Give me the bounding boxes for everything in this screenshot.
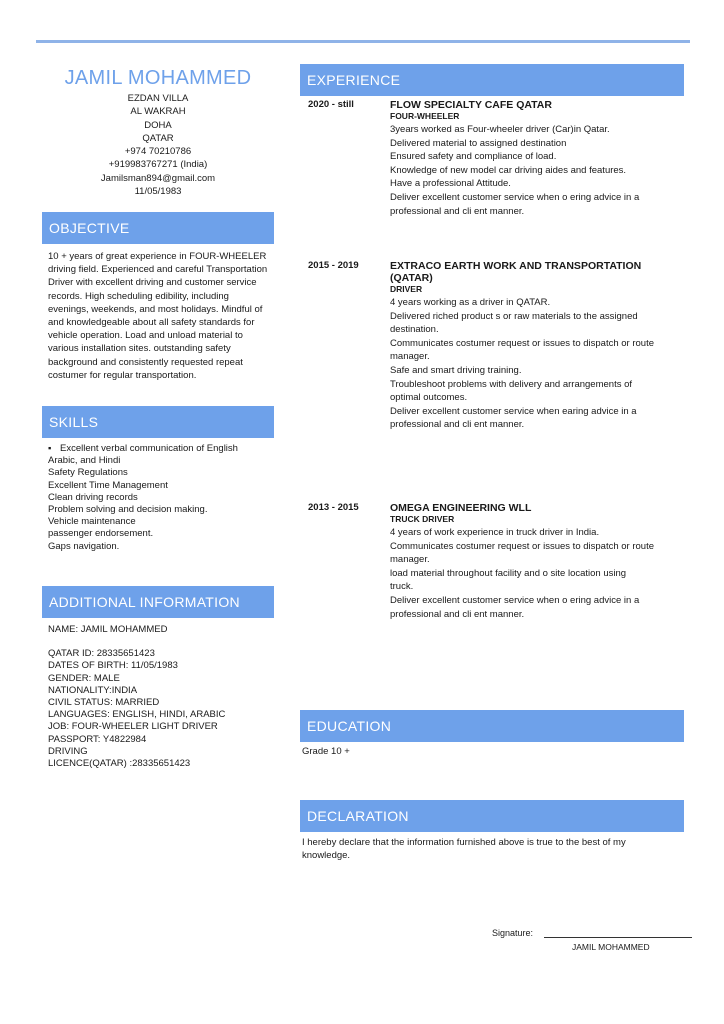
skill-item: Safety Regulations [48, 467, 128, 479]
job-duties [390, 123, 680, 218]
job-detail [390, 502, 680, 621]
info-line: NATIONALITY:INDIA [48, 684, 138, 696]
duty-line: professional and cli ent manner. [390, 419, 525, 431]
job-company: EXTRACO EARTH WORK AND TRANSPORTATION (QATAR) [390, 260, 642, 284]
duty-line: Delivered riched product s or raw materials to the assigned [390, 310, 638, 322]
job-company: OMEGA ENGINEERING WLL [390, 502, 532, 514]
duty-line: Deliver excellent customer service when o ering advice in a [390, 191, 640, 203]
skill-item: Excellent Time Management [48, 479, 168, 491]
info-line: GENDER: MALE [48, 672, 120, 684]
contact-line: DOHA [144, 119, 172, 131]
additional-info-heading: ADDITIONAL INFORMATION [42, 586, 274, 618]
job-company: FLOW SPECIALTY CAFE QATAR [390, 99, 552, 111]
contact-phone: +919983767271 (India) [108, 159, 208, 171]
duty-line: manager. [390, 351, 430, 363]
contact-dob: 11/05/1983 [134, 186, 182, 198]
duty-line: professional and cli ent manner. [390, 205, 525, 217]
job-role: TRUCK DRIVER [390, 514, 455, 524]
skills-heading: SKILLS [42, 406, 274, 438]
skill-item: Arabic, and Hindi [48, 455, 121, 467]
job-dates: 2020 - still [308, 99, 354, 110]
contact-email: Jamilsman894@gmail.com [100, 172, 216, 184]
contact-line: QATAR [142, 132, 174, 144]
contact-info [42, 92, 274, 198]
info-spacer [48, 636, 274, 648]
duty-line: manager. [390, 554, 430, 566]
candidate-name: JAMIL MOHAMMED [64, 67, 252, 89]
skill-item: Clean driving records [48, 491, 138, 503]
duty-line: load material throughout facility and o site location using [390, 567, 627, 579]
header-block [42, 66, 274, 198]
signature-line [544, 937, 692, 938]
job-duties [390, 296, 680, 432]
job-role: DRIVER [390, 284, 423, 294]
duty-line: Safe and smart driving training. [390, 364, 522, 376]
duty-line: Deliver excellent customer service when o ering advice in a [390, 594, 640, 606]
duty-line: Deliver excellent customer service when earing advice in a [390, 405, 637, 417]
info-line: PASSPORT: Y4822984 [48, 733, 147, 745]
duty-line: Have a professional Attitude. [390, 178, 511, 190]
duty-line: Troubleshoot problems with delivery and arrangements of [390, 378, 633, 390]
job-dates: 2013 - 2015 [308, 502, 359, 513]
contact-phone: +974 70210786 [124, 146, 192, 158]
duty-line: destination. [390, 324, 439, 336]
skill-item: passenger endorsement. [48, 528, 154, 540]
skill-item: Vehicle maintenance [48, 516, 136, 528]
duty-line: 4 years working as a driver in QATAR. [390, 297, 551, 308]
job-duties [390, 526, 680, 621]
declaration-heading: DECLARATION [300, 800, 684, 832]
duty-line: Communicates costumer request or issues to dispatch or route [390, 337, 655, 349]
info-line: JOB: FOUR-WHEELER LIGHT DRIVER [48, 721, 218, 733]
objective-text: 10 + years of great experience in FOUR-WHEELER driving field. Experienced and careful Transportation Driver with excellent driving and customer service records. High scheduling edibility, including evenings, weekends, and most holidays. Mindful of and knowledgeable about all safety standards for vehicle operation. Load and unload material to various installation sites. outstanding safety background and consistently requested repeat costumer for regular transportation. [48, 251, 268, 381]
job-dates: 2015 - 2019 [308, 260, 359, 271]
info-line: LICENCE(QATAR) :28335651423 [48, 758, 191, 770]
duty-line: Communicates costumer request or issues to dispatch or route [390, 540, 655, 552]
additional-info [48, 624, 274, 770]
experience-heading: EXPERIENCE [300, 64, 684, 96]
info-line: QATAR ID: 28335651423 [48, 648, 155, 660]
signature-label: Signature: [492, 928, 534, 938]
declaration-text: I hereby declare that the information furnished above is true to the best of my knowledge. [302, 837, 626, 861]
duty-line: truck. [390, 581, 414, 593]
job-detail [390, 99, 680, 218]
duty-line: 4 years of work experience in truck driver in India. [390, 527, 600, 538]
duty-line: 3years worked as Four-wheeler driver (Car)in Qatar. [390, 124, 610, 135]
info-line: DRIVING [48, 745, 88, 757]
top-rule [36, 40, 690, 43]
duty-line: Knowledge of new model car driving aides and features. [390, 164, 627, 176]
skill-item: Gaps navigation. [48, 540, 120, 552]
signature-name: JAMIL MOHAMMED [572, 942, 650, 952]
duty-line: Ensured safety and compliance of load. [390, 151, 557, 163]
skills-list [48, 443, 274, 553]
info-line: CIVIL STATUS: MARRIED [48, 697, 160, 709]
objective-heading: OBJECTIVE [42, 212, 274, 244]
job-role: FOUR-WHEELER [390, 111, 460, 121]
duty-line: optimal outcomes. [390, 392, 468, 404]
education-text: Grade 10 + [302, 746, 350, 757]
contact-line: AL WAKRAH [130, 106, 186, 118]
contact-line: EZDAN VILLA [127, 93, 189, 104]
job-detail [390, 260, 680, 432]
info-line: DATES OF BIRTH: 11/05/1983 [48, 660, 178, 672]
education-heading: EDUCATION [300, 710, 684, 742]
duty-line: professional and cli ent manner. [390, 608, 525, 620]
skill-item: ▪ Excellent verbal communication of English [48, 443, 238, 454]
duty-line: Delivered material to assigned destination [390, 137, 567, 149]
info-line: NAME: JAMIL MOHAMMED [48, 624, 168, 635]
skill-item: Problem solving and decision making. [48, 504, 208, 516]
info-line: LANGUAGES: ENGLISH, HINDI, ARABIC [48, 709, 226, 721]
bullet-icon: ▪ [48, 443, 52, 454]
